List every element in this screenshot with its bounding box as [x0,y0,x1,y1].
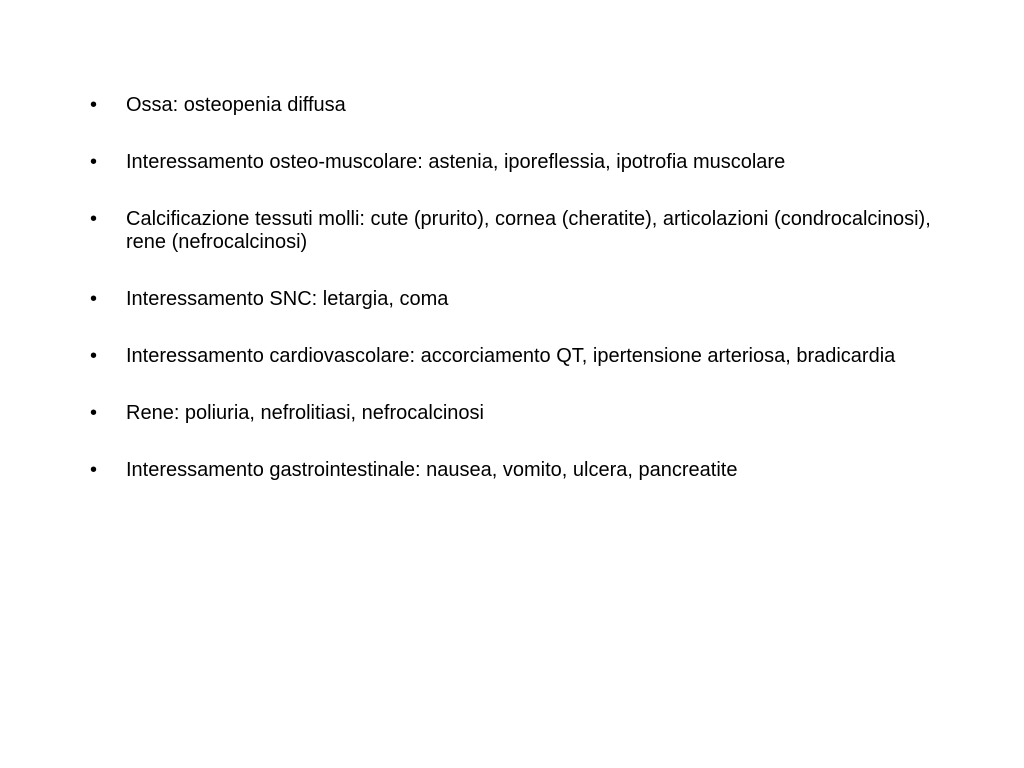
bullet-item-cns [90,288,950,311]
bullet-icon: • [90,402,98,424]
bullet-icon: • [90,94,98,116]
bullet-icon: • [90,288,98,310]
bullet-icon: • [90,459,98,481]
bullet-list [90,94,950,516]
bullet-text: Ossa: osteopenia diffusa [126,94,346,116]
bullet-text: Interessamento gastrointestinale: nausea, vomito, ulcera, pancreatite [126,459,738,481]
bullet-icon: • [90,208,98,230]
bullet-item-kidney [90,402,950,425]
bullet-item-bones [90,94,950,117]
bullet-text: Rene: poliuria, nefrolitiasi, nefrocalcinosi [126,402,484,424]
bullet-text: Interessamento SNC: letargia, coma [126,288,449,310]
bullet-text: Interessamento osteo-muscolare: astenia, iporeflessia, ipotrofia muscolare [126,151,786,173]
bullet-icon: • [90,151,98,173]
bullet-icon: • [90,345,98,367]
bullet-item-cardiovascular [90,345,950,368]
bullet-text: Calcificazione tessuti molli: cute (prurito), cornea (cheratite), articolazioni (condrocalcinosi), rene (nefrocalcinosi) [126,208,931,253]
bullet-item-gastrointestinal [90,459,950,482]
bullet-item-musculoskeletal [90,151,950,174]
bullet-text: Interessamento cardiovascolare: accorciamento QT, ipertensione arteriosa, bradicardia [126,345,896,367]
bullet-item-soft-tissue-calcification [90,208,950,254]
